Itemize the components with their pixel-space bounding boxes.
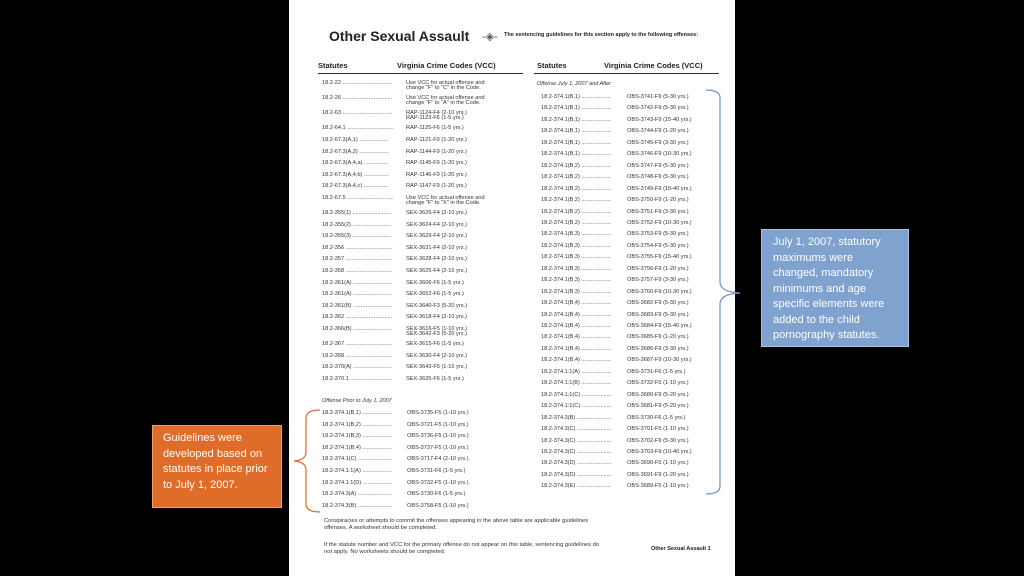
statute-cell: 18.2-374.1(B,4) ...................	[541, 357, 611, 364]
statute-cell: 18.2-374.1:1(C) ...................	[541, 403, 612, 410]
vcc-cell: SEX-3640-F3 (5-20 yrs.)	[406, 302, 467, 309]
statute-cell: 18.2-67.3(A,4,b) ................	[322, 171, 389, 178]
vcc-cell: OBS-3737-F5 (1-10 yrs.)	[407, 444, 469, 451]
vcc-cell: OBS-3746-F9 (10-30 yrs.)	[627, 151, 692, 158]
vcc-cell: OBS-3680-F9 (5-20 yrs.)	[627, 391, 689, 398]
vcc-cell: RAP-1145-F9 (1-20 yrs.)	[406, 160, 467, 167]
statute-cell: 18.2-374.3(D) ......................	[541, 460, 612, 467]
vcc-cell: OBS-3717-F4 (2-10 yrs.)	[407, 456, 469, 463]
vcc-cell: OBS-3750-F9 (1-20 yrs.)	[627, 197, 689, 204]
statute-cell: 18.2-67.3(A,4,c) ................	[322, 183, 389, 190]
callout-prior-2007: Guidelines were developed based on statutes in place prior to July 1, 2007.	[152, 425, 282, 508]
vcc-cell: SEX-3616-F5 (1-10 yrs.)	[406, 326, 467, 332]
vcc-cell: SEX-3635-F6 (1-5 yrs.)	[406, 375, 464, 382]
statute-cell: 18.2-374.1(B,2) ...................	[322, 421, 392, 428]
vcc-cell: OBS-3756-F9 (1-20 yrs.)	[627, 265, 689, 272]
vcc-cell: OBS-3686-F9 (3-30 yrs.)	[627, 345, 689, 352]
statute-cell: 18.2-374.1(B,1) ...................	[541, 139, 611, 146]
statute-cell: 18.2-361(B) .........................	[322, 302, 392, 309]
document-subtitle: The sentencing guidelines for this section apply to the following offenses:	[504, 32, 699, 38]
statute-cell: 18.2-358 ..............................	[322, 268, 393, 274]
statute-cell: 18.2-357 ..............................	[322, 256, 393, 263]
vcc-cell: OBS-3731-F6 (1-5 yrs.)	[627, 368, 686, 375]
vcc-cell: RAP-1147-F9 (1-20 yrs.)	[406, 183, 467, 190]
vcc-cell-secondary: change "F" to "X" in the Code.	[406, 199, 481, 206]
vcc-cell: OBS-3741-F9 (5-30 yrs.)	[627, 94, 689, 100]
statute-cell: 18.2-374.1(B,2) ...................	[541, 185, 611, 192]
statute-cell: 18.2-356 ..............................	[322, 244, 393, 251]
vcc-cell: SEX-3629-F4 (2-10 yrs.)	[406, 233, 467, 240]
vcc-cell: OBS-3744-F9 (1-20 yrs.)	[627, 128, 689, 135]
statute-cell: 18.2-22 ................................	[322, 80, 393, 86]
section-after-label: Offense July 1, 2007 and After	[537, 81, 612, 87]
statute-cell: 18.2-374.3(D) ......................	[541, 471, 612, 478]
statute-cell: 18.2-374.1(B,2) ...................	[541, 208, 611, 215]
statute-cell: 18.2-26 ................................	[322, 95, 393, 102]
statute-cell: 18.2-374.3(B) ......................	[322, 502, 392, 509]
vcc-cell-secondary: RAP-1123-F6 (1-5 yrs.)	[406, 115, 464, 122]
left-header-vcc: Virginia Crime Codes (VCC)	[397, 61, 496, 70]
vcc-cell: Use VCC for actual offense and	[406, 80, 485, 86]
statute-cell: 18.2-67.3(A,2) ...................	[322, 148, 389, 155]
statute-cell: 18.2-374.1(B,4) ...................	[541, 345, 611, 352]
vcc-cell: OBS-3730-F6 (1-5 yrs.)	[407, 491, 466, 498]
statute-cell: 18.2-366(B) .........................	[322, 326, 392, 332]
vcc-cell: OBS-3691-F9 (1-20 yrs.)	[627, 471, 689, 478]
vcc-cell: RAP-1124-F4 (2-10 yrs.)	[406, 110, 467, 117]
right-header-vcc: Virginia Crime Codes (VCC)	[604, 61, 703, 70]
statute-cell: 18.2-374.1(B,4) ...................	[541, 323, 611, 329]
vcc-cell: RAP-1125-F6 (1-5 yrs.)	[406, 125, 464, 132]
statute-cell: 18.2-374.1(B,2) ...................	[541, 162, 611, 169]
statute-cell: 18.2-355(2) .........................	[322, 221, 392, 228]
note-conspiracies-line2: offenses. A worksheet should be completed.	[324, 525, 438, 531]
vcc-cell: OBS-3757-F9 (3-30 yrs.)	[627, 277, 689, 284]
statute-cell: 18.2-374.1(B,1) ...................	[541, 94, 611, 100]
statute-cell: 18.2-367 ..............................	[322, 341, 393, 348]
vcc-cell: OBS-3760-F9 (10-30 yrs.)	[627, 288, 692, 295]
vcc-cell: OBS-3736-F5 (1-10 yrs.)	[407, 433, 469, 440]
statute-cell: 18.2-374.1(B,4) ...................	[541, 300, 611, 307]
statute-cell: 18.2-355(1) .........................	[322, 210, 392, 216]
vcc-cell: OBS-3703-F9 (10-40 yrs.)	[627, 448, 692, 455]
vcc-cell: SEX-3643-F5 (1-10 yrs.)	[406, 364, 467, 371]
statute-cell: 18.2-374.1:1(D) ...................	[322, 479, 393, 486]
statute-cell: 18.2-374.1(B,3) ...................	[541, 254, 611, 261]
statute-cell: 18.2-368 ..............................	[322, 352, 393, 359]
note-not-apply-line2: not apply. No worksheets should be completed.	[324, 549, 446, 555]
right-header-statutes: Statutes	[537, 61, 567, 70]
vcc-cell: OBS-3748-F9 (5-30 yrs.)	[627, 174, 689, 181]
vcc-cell-secondary: change "F" to "A" in the Code.	[406, 100, 481, 107]
vcc-cell: OBS-3685-F9 (1-20 yrs.)	[627, 334, 689, 341]
vcc-cell: OBS-3752-F9 (10-30 yrs.)	[627, 219, 692, 226]
vcc-cell: OBS-3742-F9 (5-30 yrs.)	[627, 105, 689, 112]
vcc-cell: OBS-3753-F9 (5-30 yrs.)	[627, 231, 689, 238]
statute-cell: 18.2-370(A) .........................	[322, 364, 392, 371]
vcc-cell: OBS-3687-F9 (10-30 yrs.)	[627, 357, 692, 364]
statute-cell: 18.2-355(3) .........................	[322, 233, 392, 240]
statute-cell: 18.2-374.3(C) ......................	[541, 426, 612, 433]
statute-cell: 18.2-64.1 ..............................	[322, 125, 394, 132]
note-conspiracies-line1: Conspiracies or attempts to commit the offenses appearing in the above table are applicable guidelines	[324, 518, 589, 524]
statute-cell: 18.2-67.3(A,1) ...................	[322, 136, 389, 143]
statute-cell: 18.2-374.1(C) ......................	[322, 456, 393, 463]
left-header-statutes: Statutes	[318, 61, 348, 70]
vcc-cell: SEX-3631-F4 (2-10 yrs.)	[406, 244, 467, 251]
vcc-cell: SEX-3628-F4 (2-10 yrs.)	[406, 256, 467, 263]
vcc-cell: OBS-3730-F6 (1-5 yrs.)	[627, 414, 686, 421]
vcc-cell: OBS-3721-F5 (1-10 yrs.)	[407, 421, 469, 428]
statute-cell: 18.2-374.1(B,4) ...................	[322, 444, 392, 451]
statute-cell: 18.2-361(A) .........................	[322, 291, 392, 298]
statute-cell: 18.2-374.1(B,2) ...................	[541, 174, 611, 181]
vcc-cell: OBS-3702-F9 (5-30 yrs.)	[627, 437, 689, 444]
vcc-cell: OBS-3684-F9 (15-40 yrs.)	[627, 323, 692, 329]
vcc-cell: OBS-3681-F9 (5-20 yrs.)	[627, 403, 689, 410]
statute-cell: 18.2-374.3(B) ......................	[541, 414, 611, 421]
statute-cell: 18.2-374.3(E) ......................	[541, 483, 611, 490]
vcc-cell: OBS-3749-F9 (15-40 yrs.)	[627, 185, 692, 192]
statute-cell: 18.2-374.1(B,4) ...................	[541, 334, 611, 341]
statute-cell: 18.2-374.1(B,3) ...................	[541, 231, 611, 238]
vcc-cell: OBS-3755-F9 (15-40 yrs.)	[627, 254, 692, 261]
statute-cell: 18.2-67.3(A,4,a) ................	[322, 160, 389, 167]
vcc-cell: SEX-3618-F4 (2-10 yrs.)	[406, 314, 467, 321]
statute-cell: 18.2-374.1(B,2) ...................	[541, 219, 611, 226]
vcc-cell: OBS-3758-F5 (1-10 yrs.)	[407, 502, 469, 509]
statute-cell: 18.2-374.1(B,3) ...................	[541, 288, 611, 295]
statute-cell: 18.2-374.1(B,4) ...................	[541, 311, 611, 318]
statute-cell: 18.2-374.1(B,3) ...................	[541, 242, 611, 249]
statute-cell: 18.2-374.1(B,2) ...................	[541, 197, 611, 204]
statute-cell: 18.2-374.3(C) ......................	[541, 448, 612, 455]
vcc-cell: OBS-3732-F5 (1-10 yrs.)	[407, 479, 469, 486]
statute-cell: 18.2-361(A) .........................	[322, 279, 392, 286]
statute-cell: 18.2-374.1(B,1) ...................	[541, 116, 611, 123]
statute-cell: 18.2-374.1(B,3) ...................	[541, 277, 611, 284]
vcc-cell: SEX-3624-F4 (2-10 yrs.)	[406, 221, 467, 228]
statute-cell: 18.2-374.3(C) ......................	[541, 437, 612, 444]
section-prior-label: Offense Prior to July 1, 2007	[322, 398, 392, 404]
right-brace	[706, 90, 740, 494]
vcc-cell: SEX-3652-F6 (1-5 yrs.)	[406, 291, 464, 298]
vcc-cell: Use VCC for actual offense and	[406, 194, 485, 201]
statute-cell: 18.2-362 ..............................	[322, 314, 393, 321]
vcc-cell: OBS-3743-F9 (15-40 yrs.)	[627, 116, 692, 123]
vcc-cell: RAP-1144-F9 (1-20 yrs.)	[406, 148, 467, 155]
vcc-cell-secondary: SEX-3642-F3 (5-20 yrs.)	[406, 331, 467, 337]
statute-cell: 18.2-374.1(B,1) ...................	[541, 128, 611, 135]
callout-after-2007: July 1, 2007, statutory maximums were changed, mandatory minimums and age specific elements were added to the child pornography statutes.	[761, 229, 909, 347]
vcc-cell: OBS-3747-F9 (5-30 yrs.)	[627, 162, 689, 169]
vcc-cell: OBS-3735-F5 (1-10 yrs.)	[407, 410, 469, 416]
vcc-cell: Use VCC for actual offense and	[406, 95, 485, 102]
statute-cell: 18.2-374.1:1(A) ...................	[541, 368, 611, 375]
vcc-cell: SEX-3625-F4 (2-10 yrs.)	[406, 268, 467, 274]
statute-cell: 18.2-374.1(B,1) ...................	[541, 151, 611, 158]
vcc-cell: SEX-3626-F4 (2-10 yrs.)	[406, 210, 467, 216]
vcc-cell: SEX-3606-F6 (1-5 yrs.)	[406, 279, 464, 286]
vcc-cell: OBS-3732-F5 (1-10 yrs.)	[627, 380, 689, 387]
statute-cell: 18.2-374.1:1(B) ...................	[541, 380, 611, 387]
vcc-cell: OBS-3751-F9 (3-30 yrs.)	[627, 208, 689, 215]
vcc-cell: RAP-1146-F9 (1-20 yrs.)	[406, 171, 467, 178]
vcc-cell: OBS-3682-F9 (5-30 yrs.)	[627, 300, 689, 307]
statute-cell: 18.2-67.5 ..............................	[322, 194, 394, 201]
vcc-cell: OBS-3689-F5 (1-10 yrs.)	[627, 483, 689, 490]
statute-cell: 18.2-370.1 ...........................	[322, 375, 393, 382]
vcc-cell: RAP-1121-F9 (1-20 yrs.)	[406, 136, 467, 143]
vcc-cell: OBS-3683-F9 (5-30 yrs.)	[627, 311, 689, 318]
statute-cell: 18.2-374.1:1(C) ...................	[541, 391, 612, 398]
page-footer: Other Sexual Assault 1	[651, 546, 711, 552]
vcc-cell: SEX-3630-F4 (2-10 yrs.)	[406, 352, 467, 359]
vcc-cell: OBS-3690-F5 (1-10 yrs.)	[627, 460, 689, 467]
vcc-cell: OBS-3701-F5 (1-10 yrs.)	[627, 426, 689, 433]
statute-cell: 18.2-374.1(B,1) ...................	[541, 105, 611, 112]
diamond-arrows-icon: -◈-	[482, 31, 498, 43]
statute-cell: 18.2-374.1(B,1) ...................	[322, 410, 392, 416]
statute-cell: 18.2-374.3(A) ......................	[322, 491, 392, 498]
document-title: Other Sexual Assault	[329, 28, 470, 44]
statute-cell: 18.2-374.1(B,3) ...................	[541, 265, 611, 272]
vcc-cell: OBS-3754-F9 (5-30 yrs.)	[627, 242, 689, 249]
statute-cell: 18.2-374.1(B,3) ...................	[322, 433, 392, 440]
note-not-apply-line1: If the statute number and VCC for the primary offense do not appear on this table, sentencing guidelines do	[324, 542, 600, 548]
statute-cell: 18.2-63 ................................	[322, 110, 393, 117]
vcc-cell-secondary: change "F" to "C" in the Code.	[406, 85, 481, 91]
vcc-cell: OBS-3745-F9 (3-30 yrs.)	[627, 139, 689, 146]
vcc-cell: OBS-3731-F6 (1-5 yrs.)	[407, 468, 466, 474]
vcc-cell: SEX-3615-F6 (1-5 yrs.)	[406, 341, 464, 348]
left-brace	[294, 410, 320, 512]
statute-cell: 18.2-374.1:1(A) ...................	[322, 468, 392, 474]
